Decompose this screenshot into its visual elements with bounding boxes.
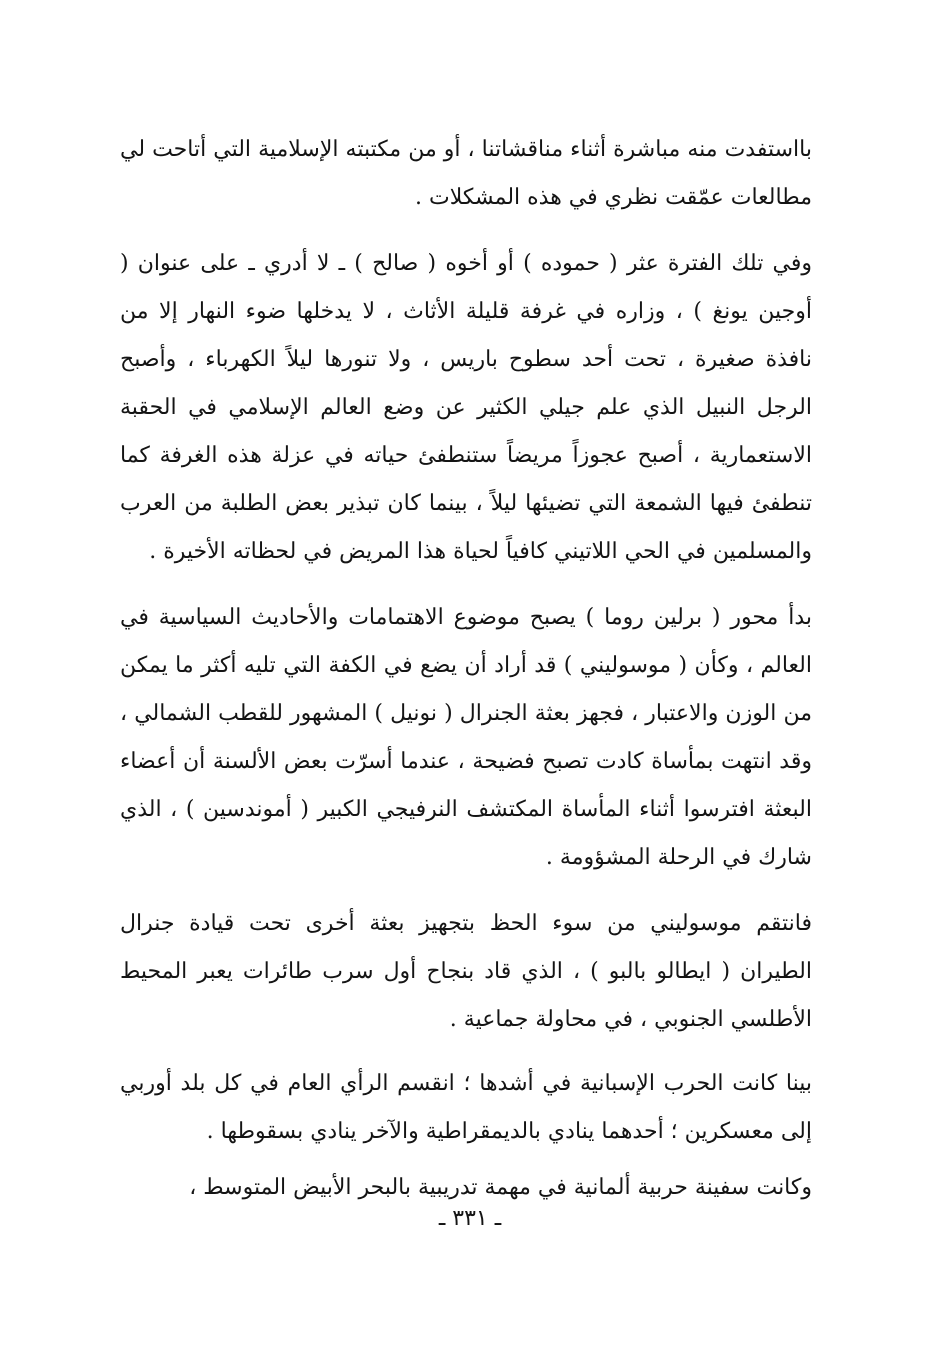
paragraph-1: بااستفدت منه مباشرة أثناء مناقشاتنا ، أو من مكتبته الإسلامية التي أتاحت لي مطالعات عمّقت نظري في هذه المشكلات . [120,137,812,210]
page-body [120,126,812,1320]
paragraph-6: وكانت سفينة حربية ألمانية في مهمة تدريبية بالبحر الأبيض المتوسط ، [189,1175,812,1200]
paragraph-2: وفي تلك الفترة عثر ( حموده ) أو أخوه ( صالح ) ـ لا أدري ـ على عنوان ( أوجين يونغ ) ، وزاره في غرفة قليلة الأثاث ، لا يدخلها ضوء النهار إلا من نافذة صغيرة ، تحت أحد سطوح باريس ، ولا تنورها ليلاً الكهرباء ، وأصبح الرجل النبيل الذي علم جيلي الكثير عن وضع العالم الإسلامي في الحقبة الاستعمارية ، أصبح عجوزاً مريضاً ستنطفئ حياته في عزلة هذه الغرفة كما تنطفئ فيها الشمعة التي تضيئها ليلاً ، بينما كان تبذير بعض الطلبة من العرب والمسلمين في الحي اللاتيني كافياً لحياة هذا المريض في لحظاته الأخيرة . [120,251,812,564]
paragraph-5: بينا كانت الحرب الإسبانية في أشدها ؛ انقسم الرأي العام في كل بلد أوربي إلى معسكرين ؛ أحدهما ينادي بالديمقراطية والآخر ينادي بسقوطها . [120,1071,812,1144]
paragraph-3: بدأ محور ( برلين روما ) يصبح موضوع الاهتمامات والأحاديث السياسية في العالم ، وكأن ( موسوليني ) قد أراد أن يضع في الكفة التي تليه أكثر ما يمكن من الوزن والاعتبار ، فجهز بعثة الجنرال ( نونيل ) المشهور للقطب الشمالي ، وقد انتهت بمأساة كادت تصبح فضيحة ، عندما أسرّت بعض الألسنة أن أعضاء البعثة افترسوا أثناء المأساة المكتشف النرفيجي الكبير ( أموندسين ) ، الذي شارك في الرحلة المشؤومة . [120,605,812,870]
page-number: ـ ٣٣١ ـ [438,1206,502,1231]
paragraph-4: فانتقم موسوليني من سوء الحظ بتجهيز بعثة أخرى تحت قيادة جنرال الطيران ( ايطالو بالبو ) ، الذي قاد بنجاح أول سرب طائرات يعبر المحيط الأطلسي الجنوبي ، في محاولة جماعية . [120,911,812,1032]
